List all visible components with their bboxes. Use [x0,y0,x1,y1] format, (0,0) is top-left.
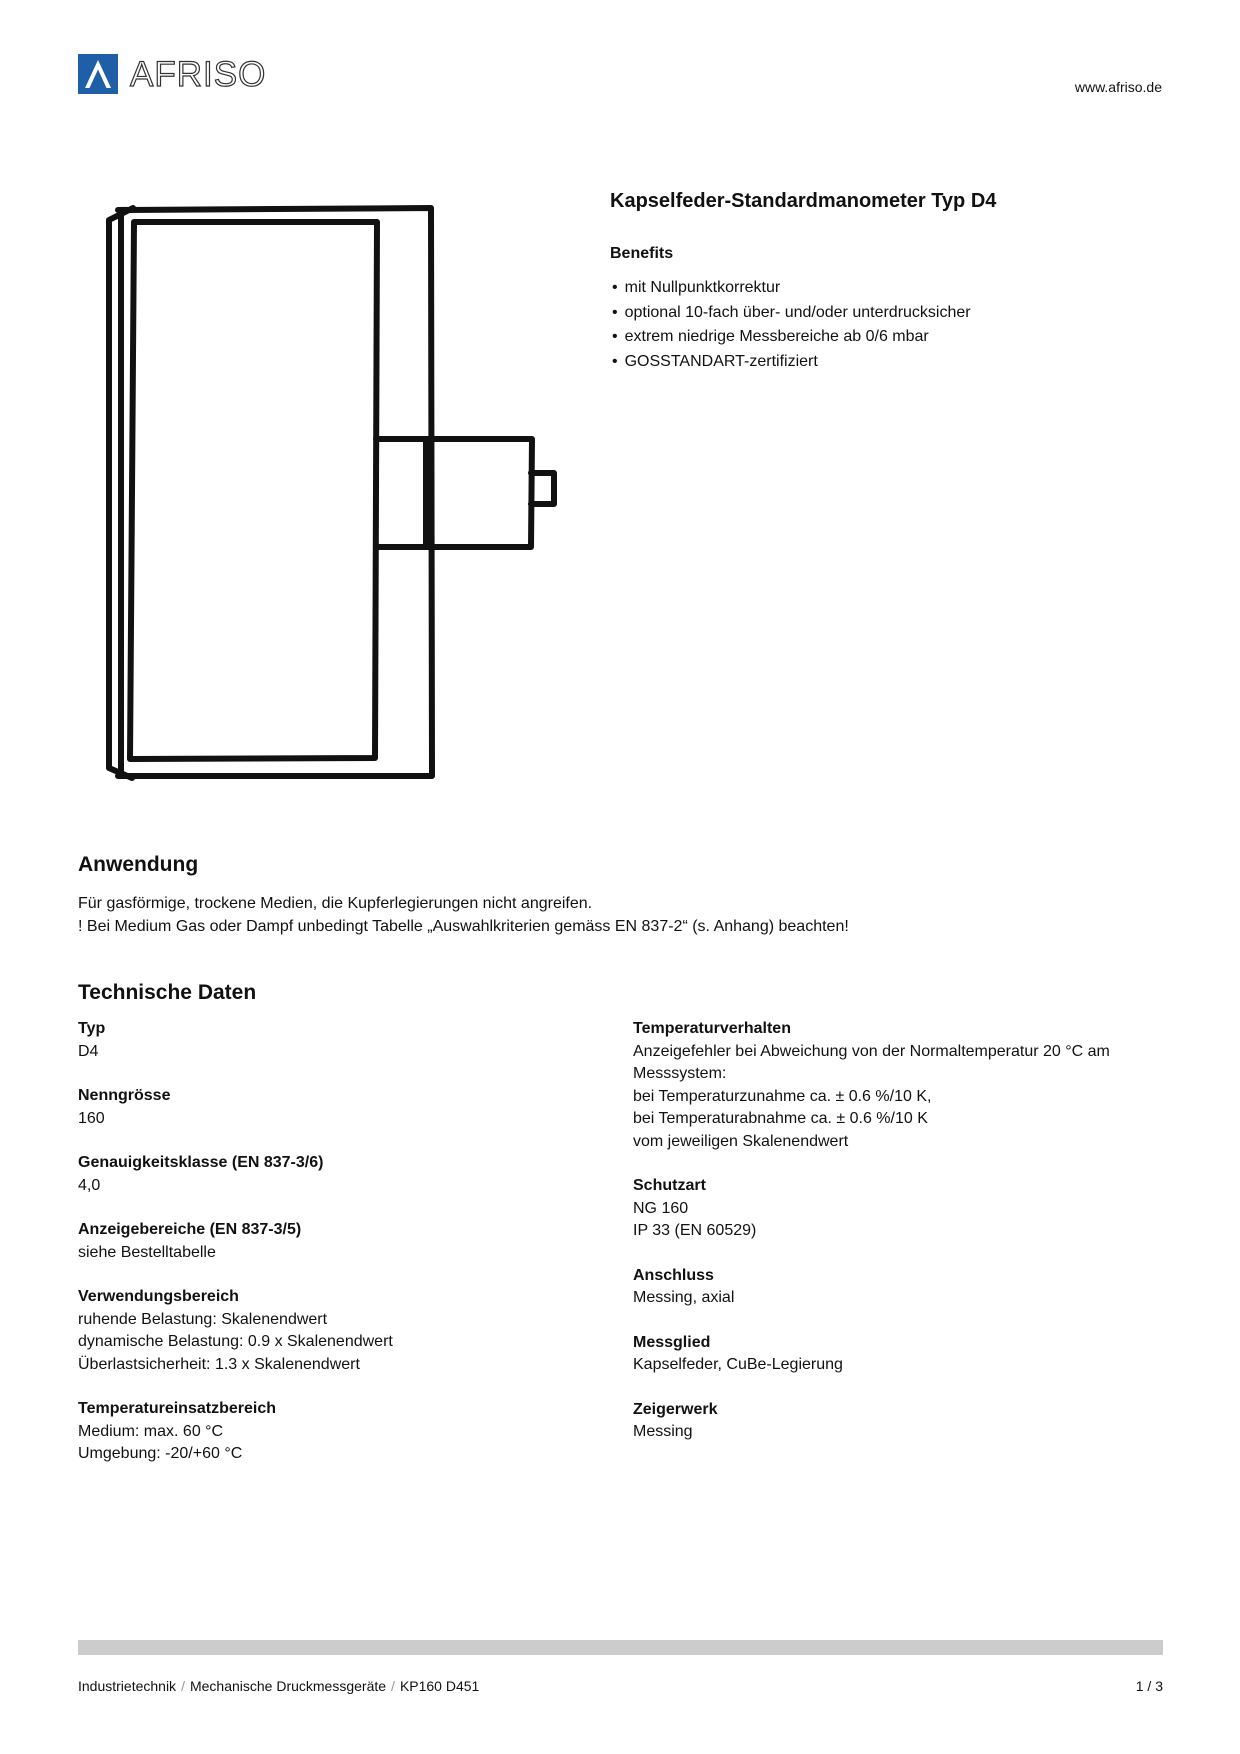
spec-value: ruhende Belastung: Skalenendwert [78,1310,328,1328]
spec-label: Typ [78,1020,106,1037]
brand-logo [78,54,266,94]
spec-value: Messing, axial [633,1289,735,1306]
spec-label: Genauigkeitsklasse (EN 837-3/6) [78,1154,324,1171]
spec-value: Medium: max. 60 °C [78,1422,224,1440]
spec-schutzart [633,1175,1153,1243]
website-link[interactable]: www.afriso.de [1074,79,1162,95]
afriso-triangle-logo-icon [78,54,118,94]
spec-value: D4 [78,1042,99,1060]
spec-value: NG 160 [633,1199,689,1217]
benefit-item: • optional 10-fach über- und/oder unterdrucksicher [612,301,971,326]
spec-value: Kapselfeder, CuBe-Legierung [633,1356,843,1373]
spec-verwendungsbereich [78,1286,598,1376]
spec-label: Nenngrösse [78,1087,171,1104]
spec-anschluss [633,1265,1153,1310]
breadcrumb [78,1678,479,1694]
spec-label: Temperaturverhalten [633,1020,791,1037]
anwendung-text [78,893,849,938]
breadcrumb-separator: / [181,1678,185,1694]
spec-value: bei Temperaturzunahme ca. ± 0.6 %/10 K, [633,1087,932,1105]
spec-temperatureinsatzbereich [78,1398,598,1466]
spec-typ [78,1018,598,1063]
spec-value: siehe Bestelltabelle [78,1243,216,1261]
benefits-heading: Benefits [610,245,674,262]
anwendung-line: Für gasförmige, trockene Medien, die Kupferlegierungen nicht angreifen. [78,895,593,912]
spec-value: bei Temperaturabnahme ca. ± 0.6 %/10 K [633,1110,928,1127]
spec-nenngroesse [78,1085,598,1130]
spec-label: Messglied [633,1333,711,1351]
spec-value: IP 33 (EN 60529) [633,1222,757,1239]
anwendung-heading: Anwendung [78,853,199,876]
spec-value: Messing [633,1423,693,1440]
breadcrumb-item[interactable]: Industrietechnik [78,1678,177,1694]
specs-left-column [78,1018,598,1488]
footer-bar [78,1640,1163,1655]
breadcrumb-separator: / [391,1678,395,1694]
breadcrumb-item[interactable]: Mechanische Druckmessgeräte [189,1678,387,1694]
manometer-side-view-drawing [100,198,570,798]
spec-value: Umgebung: -20/+60 °C [78,1445,243,1462]
technische-daten-heading: Technische Daten [78,981,257,1004]
spec-value: dynamische Belastung: 0.9 x Skalenendwert [78,1333,393,1350]
page-number: 1 / 3 [1135,1678,1163,1694]
spec-messglied [633,1332,1153,1377]
spec-label: Zeigerwerk [633,1400,718,1418]
spec-zeigerwerk [633,1399,1153,1444]
benefits-list [612,276,971,374]
spec-anzeigebereiche [78,1219,598,1264]
specs-right-column [633,1018,1153,1466]
benefit-item: • GOSSTANDART-zertifiziert [612,350,971,375]
spec-label: Anzeigebereiche (EN 837-3/5) [78,1221,302,1238]
anwendung-line: ! Bei Medium Gas oder Dampf unbedingt Tabelle „Auswahlkriterien gemäss EN 837-2“ (s. Anhang) beachten! [78,917,849,935]
brand-name: AFRISO [130,54,267,94]
spec-value: Überlastsicherheit: 1.3 x Skalenendwert [78,1355,360,1373]
spec-label: Anschluss [633,1266,714,1284]
breadcrumb-item[interactable]: KP160 D451 [399,1678,480,1694]
spec-value: vom jeweiligen Skalenendwert [633,1132,849,1150]
spec-value: 4,0 [78,1176,101,1194]
spec-value: Messsystem: [633,1065,727,1082]
spec-label: Temperatureinsatzbereich [78,1400,276,1417]
spec-label: Schutzart [633,1177,706,1194]
benefit-item: • extrem niedrige Messbereiche ab 0/6 mbar [612,325,971,350]
spec-value: Anzeigefehler bei Abweichung von der Normaltemperatur 20 °C am [633,1042,1110,1060]
product-title: Kapselfeder-Standardmanometer Typ D4 [610,190,997,212]
spec-value: 160 [78,1109,105,1127]
benefit-item: • mit Nullpunktkorrektur [612,276,971,301]
spec-genauigkeitsklasse [78,1152,598,1197]
spec-label: Verwendungsbereich [78,1288,239,1305]
spec-temperaturverhalten [633,1018,1153,1153]
